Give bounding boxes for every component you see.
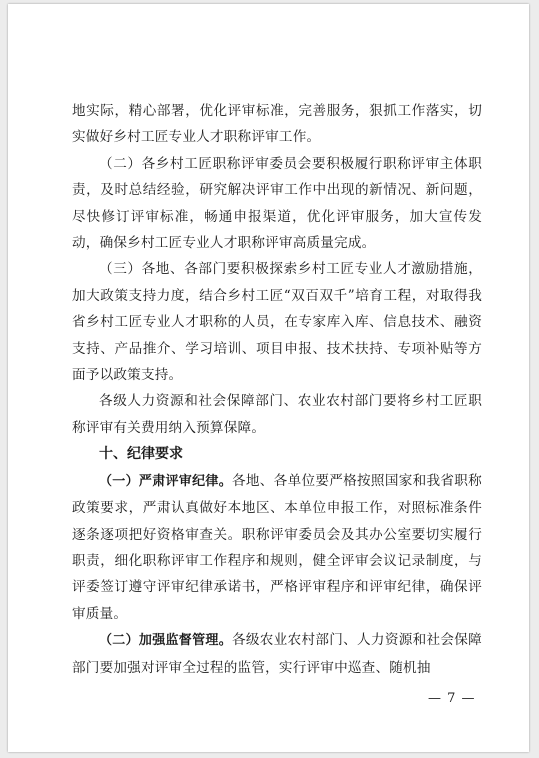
- paragraph-lead: （一）严肃评审纪律。: [99, 473, 232, 489]
- paragraph-text: 各地、各单位要严格按照国家和我省职称政策要求，严肃认真做好本地区、本单位申报工作，对照标准条件逐条逐项把好资格审查关。职称评审委员会及其办公室要切实履行职责，细化职称评审工作程序和规则，健全评审会议记录制度，与评委签订遵守评审纪律承诺书，严格评审程序和评审纪律，确保评审质量。: [72, 472, 482, 622]
- paragraph-budget: 各级人力资源和社会保障部门、农业农村部门要将乡村工匠职称评审有关费用纳入预算保障。: [72, 393, 482, 436]
- document-page: [8, 4, 529, 752]
- paragraph-item-2: （二）各乡村工匠职称评审委员会要积极履行职称评审主体职责，及时总结经验，研究解决评审工作中出现的新情况、新问题，尽快修订评审标准，畅通申报渠道，优化评审服务，加大宣传发动，确保乡村工匠专业人才职称评审高质量完成。: [72, 155, 482, 252]
- paragraph-continuation: 地实际，精心部署，优化评审标准，完善服务，狠抓工作落实，切实做好乡村工匠专业人才职称评审工作。: [72, 103, 482, 146]
- paragraph-lead: （二）加强监督管理。: [99, 633, 232, 649]
- paragraph-text: 各级农业农村部门、人力资源和社会保障部门要加强对评审全过程的监管，实行评审中巡查、随机抽: [72, 632, 482, 676]
- paragraph-discipline-1: [72, 468, 482, 627]
- page-number: — 7 —: [428, 691, 476, 706]
- section-heading: 十、纪律要求: [99, 446, 183, 463]
- document-body: [72, 98, 482, 681]
- paragraph-item-3: （三）各地、各部门要积极探索乡村工匠专业人才激励措施，加大政策支持力度，结合乡村工匠“双百双千”培育工程，对取得我省乡村工匠专业人才职称的人员，在专家库入库、信息技术、融资支持、产品推介、学习培训、项目申报、技术扶持、专项补贴等方面予以政策支持。: [72, 261, 482, 384]
- paragraph-discipline-2: [72, 627, 482, 681]
